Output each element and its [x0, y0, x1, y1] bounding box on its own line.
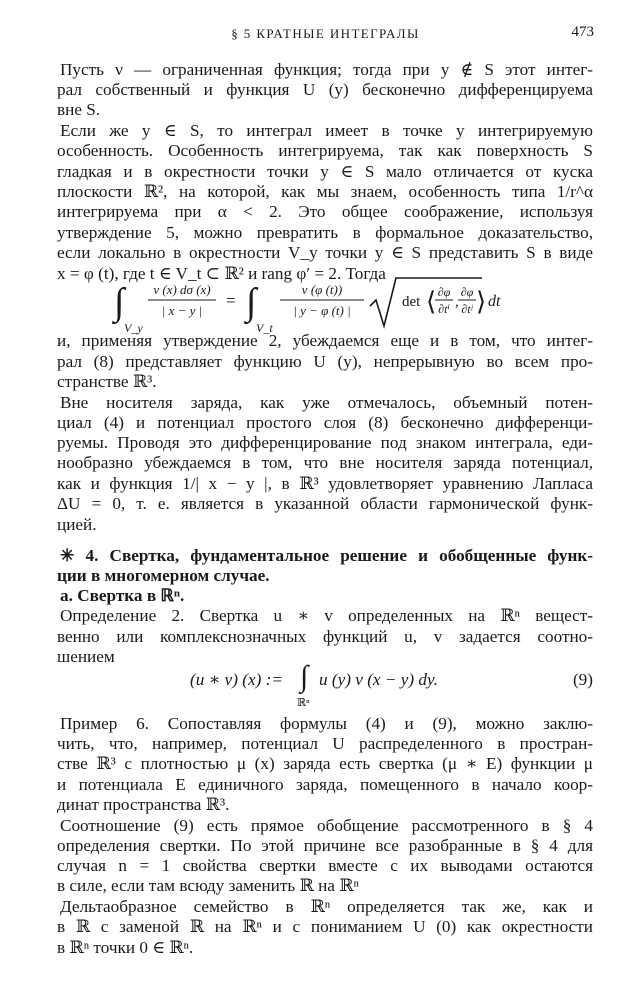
text-line: рал собственный и функция U (y) бесконечно дифференцируема: [57, 80, 593, 100]
text-line: вне S.: [57, 100, 101, 120]
equation-number: (9): [572, 669, 593, 689]
paragraph-heading: а. Свертка в ℝⁿ.: [60, 585, 185, 605]
example-line: Пример 6. Сопоставляя формулы (4) и (9), можно заклю-: [60, 713, 593, 733]
text-line: определения свертки. По этой причине все разобранные в § 4 для: [57, 835, 593, 855]
text-line: интегрируема при α < 2. Это общее соображение, используя: [57, 202, 593, 222]
definition-line: Определение 2. Свертка u ∗ v определенных на ℝⁿ вещест-: [60, 606, 593, 626]
text-line: стве ℝ³ с плотностью μ (x) заряда есть свертка (μ ∗ E) функции μ: [57, 754, 593, 774]
text-line: странстве ℝ³.: [57, 371, 157, 391]
text-line: x = φ (t), где t ∈ V_t ⊂ ℝ² и rang φ′ = 2. Тогда: [57, 263, 386, 283]
text-line: гладкая и в окрестности точки y ∈ S мало отличается от куска: [57, 161, 593, 181]
bracket-right: ⟩: [476, 286, 487, 316]
convolution-rhs: u (y) v (x − y) dy.: [319, 669, 438, 689]
text-line: Если же y ∈ S, то интеграл имеет в точке y интегрируемую: [60, 121, 593, 140]
equals-sign: =: [226, 290, 236, 310]
comma: ,: [455, 293, 459, 310]
integral-sign: ∫: [300, 659, 309, 693]
text-line: ΔU = 0, т. е. является в указанной области гармонической функ-: [57, 493, 593, 513]
text-line: и, применяя утверждение 2, убеждаемся еще и в том, что интег-: [57, 331, 593, 351]
integral-sign: ∫: [114, 280, 125, 323]
text-line: чить, что, например, потенциал U распределенного в простран-: [57, 734, 593, 754]
rhs-denominator: | y − φ (t) |: [293, 302, 351, 318]
convolution-domain: ℝⁿ: [297, 696, 310, 709]
bracket-left: ⟨: [426, 286, 437, 316]
text-line: в силе, если там всюду заменить ℝ на ℝⁿ: [57, 876, 359, 896]
text-line: плоскости ℝ², на которой, как мы знаем, особенность типа 1/r^α: [57, 182, 593, 202]
rhs-numerator: ν (φ (t)): [301, 281, 343, 297]
formula-surface-integral: [110, 270, 540, 340]
formula-convolution: [57, 659, 593, 712]
lhs-domain: V_y: [124, 320, 143, 335]
text-line: Вне носителя заряда, как уже отмечалось, объемный потен-: [60, 392, 593, 412]
text-line: шением: [57, 646, 115, 666]
text-line: динат пространства ℝ³.: [57, 794, 230, 814]
subsection-heading: ✳ 4. Свертка, фундаментальное решение и обобщенные функ-: [60, 545, 593, 565]
dt-label: dt: [488, 292, 501, 310]
text-line: цией.: [57, 514, 97, 534]
text-line: случая n = 1 свойства свертки вместе с их выводами остаются: [57, 856, 593, 876]
partial-num-2: ∂φ: [460, 284, 474, 299]
text-line: как и функция 1/| x − y |, в ℝ³ удовлетворяет уравнению Лапласа: [57, 473, 593, 493]
text-line: утверждение 5, можно превратить в формальное доказательство,: [57, 223, 593, 243]
section-title: § 5 КРАТНЫЕ ИНТЕГРАЛЫ: [231, 26, 420, 41]
text-line: венно или комплекснозначных функций u, v задается соотно-: [57, 627, 593, 647]
text-line: нообразно убеждаемся в том, что вне носителя заряда потенциал,: [57, 453, 593, 473]
text-line: в ℝ с заменой ℝ на ℝⁿ и с пониманием U (0) как окрестности: [57, 916, 593, 936]
text-line: в ℝⁿ точки 0 ∈ ℝⁿ.: [57, 937, 194, 957]
partial-num-1: ∂φ: [437, 284, 451, 299]
partial-den-2: ∂tʲ: [461, 301, 473, 316]
text-line: и потенциала E единичного заряда, помещенного в начало коор-: [57, 774, 593, 794]
page-number: 473: [571, 24, 594, 40]
convolution-lhs: (u ∗ v) (x) :=: [190, 669, 283, 689]
subsection-heading-cont: ции в многомерном случае.: [57, 565, 270, 585]
text-line: особенность. Особенность интегрируема, так как поверхность S: [57, 140, 593, 160]
running-header: [57, 24, 594, 46]
lhs-numerator: ν (x) dσ (x): [153, 281, 211, 297]
text-line: циал (4) и потенциал простого слоя (8) бесконечно дифференци-: [57, 412, 593, 432]
text-line: Соотношение (9) есть прямое обобщение рассмотренного в § 4: [60, 815, 593, 835]
text-line: руемы. Проводя это дифференцирование под знаком интеграла, еди-: [57, 433, 593, 453]
integral-sign: ∫: [246, 280, 257, 323]
lhs-denominator: | x − y |: [161, 302, 203, 318]
rhs-domain: V_t: [256, 320, 273, 335]
text-line: рал (8) представляет функцию U (y), непрерывную во всем про-: [57, 351, 593, 371]
text-line: Пусть ν — ограниченная функция; тогда при y ∉ S этот интег-: [60, 59, 593, 79]
det-label: det: [402, 293, 421, 310]
partial-den-1: ∂tⁱ: [438, 301, 450, 316]
text-line: Дельтаобразное семейство в ℝⁿ определяется так же, как и: [60, 896, 593, 916]
text-line: если локально в окрестности V_y точки y ∈ S представить S в виде: [57, 242, 593, 262]
